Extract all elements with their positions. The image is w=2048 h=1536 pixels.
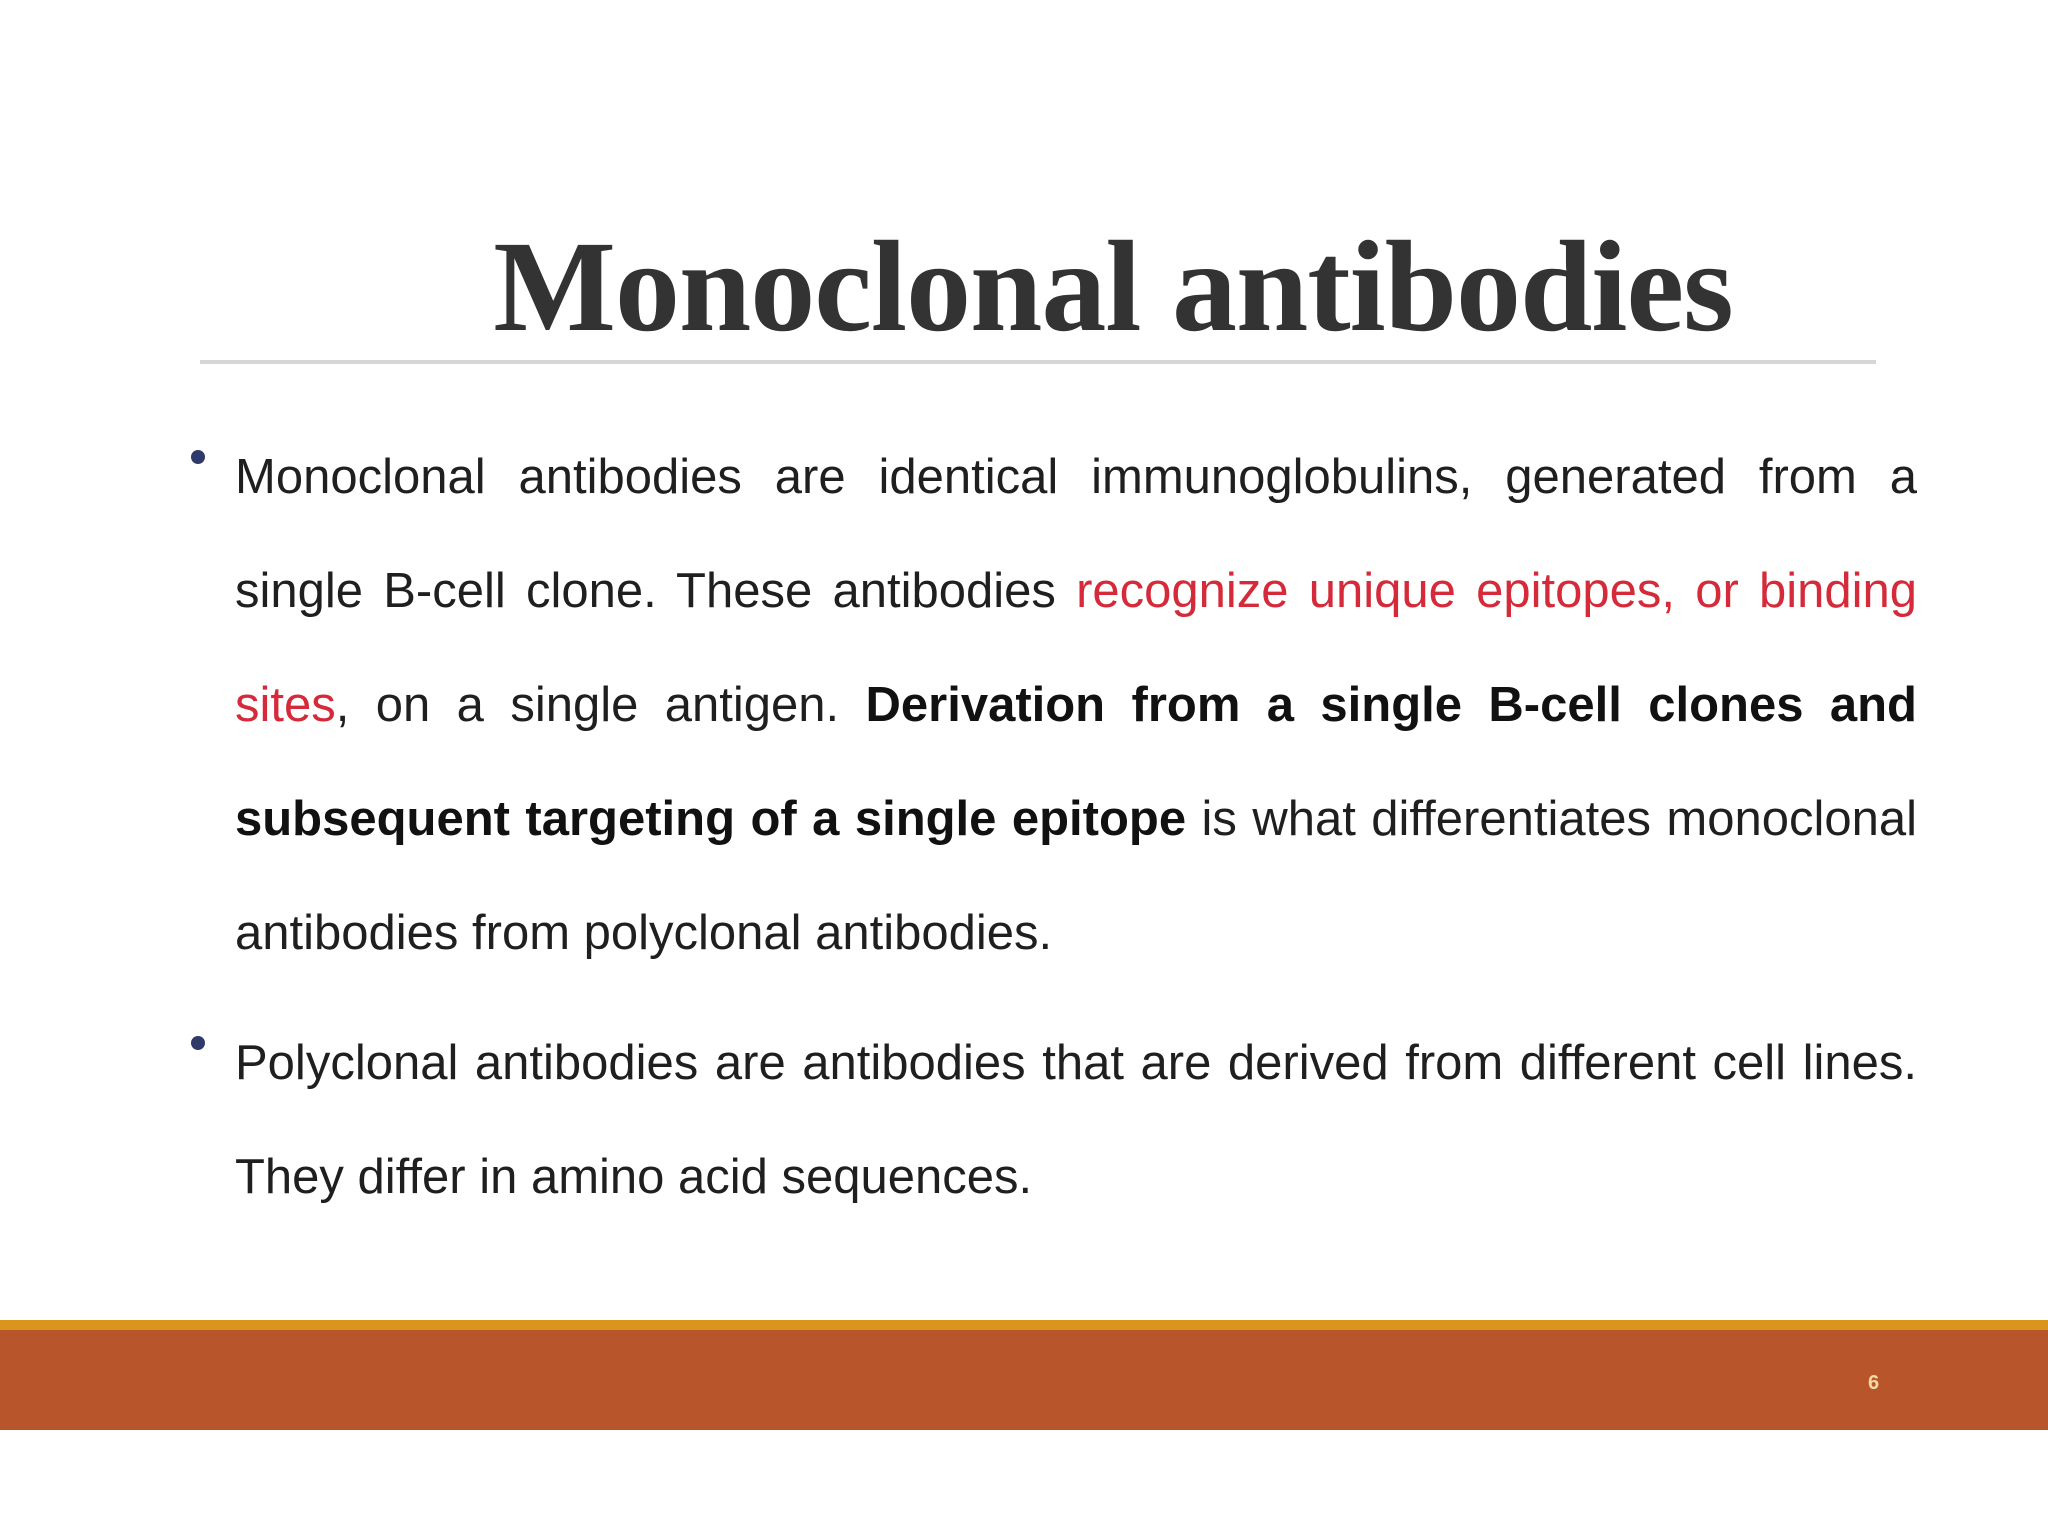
bullet-dot-icon <box>191 1036 205 1050</box>
footer-accent-line <box>0 1320 2048 1330</box>
bullet-item-polyclonal <box>183 1006 1920 1234</box>
bullet-text-part: , on a single antigen. <box>335 678 866 732</box>
highlighted-phrase: recognize unique epitopes, or binding sites <box>235 564 1918 732</box>
bullet-list <box>183 448 1920 1278</box>
bullet-text: Polyclonal antibodies are antibodies that are derived from different cell lines. They differ in amino acid sequences. <box>235 1036 1917 1204</box>
title-divider <box>200 360 1876 364</box>
bullet-text <box>235 420 1917 990</box>
bold-phrase: Derivation from a single B-cell clones and subsequent targeting of a single epitope <box>235 678 1917 846</box>
bullet-item-monoclonal <box>183 420 1920 990</box>
bullet-dot-icon <box>191 450 205 464</box>
footer-bar <box>0 1330 2048 1430</box>
page-number: 6 <box>1868 1372 1880 1394</box>
bullet-text-part: Monoclonal antibodies are identical immunoglobulins, generated from a single B-cell clone. These antibodies <box>235 450 1917 618</box>
bullet-text-part: is what differentiates monoclonal antibodies from polyclonal antibodies. <box>235 792 1917 960</box>
slide-title: Monoclonal antibodies <box>493 215 1733 359</box>
